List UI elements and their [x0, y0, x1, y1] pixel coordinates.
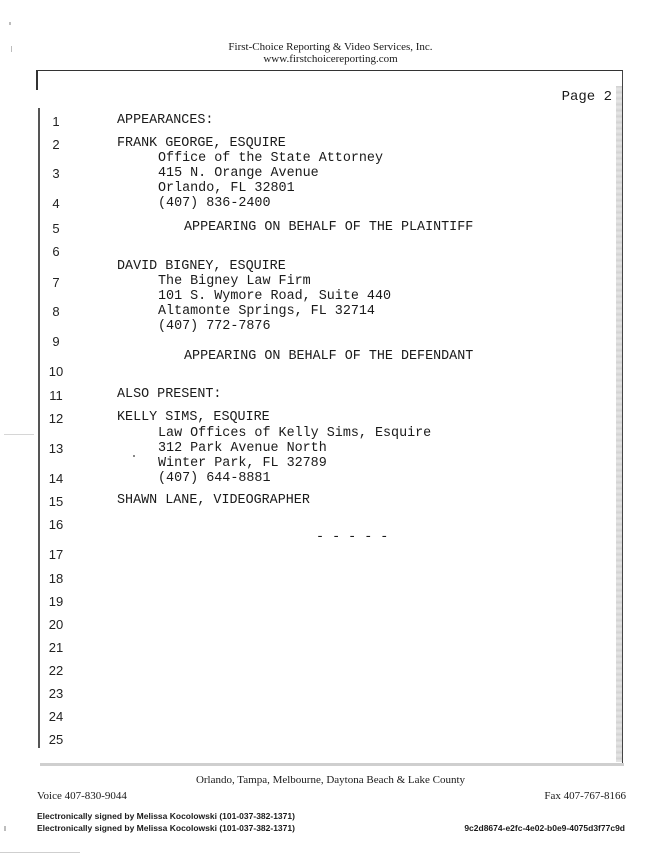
line-number: 23 [48, 686, 64, 701]
line-number: 18 [48, 571, 64, 586]
plaintiff-attorney-phone: (407) 836-2400 [158, 196, 271, 211]
footer-fax-number: Fax 407-767-8166 [544, 790, 626, 802]
line-number: 12 [48, 411, 64, 426]
electronic-signature-line: Electronically signed by Melissa Kocolowski (101-037-382-1371) [37, 823, 295, 833]
scan-artifact [0, 852, 80, 853]
scan-artifact [4, 826, 6, 831]
attendee-street: 312 Park Avenue North [158, 441, 327, 456]
line-number: 2 [52, 137, 60, 152]
reporter-website: www.firstchoicereporting.com [263, 53, 398, 65]
defendant-attorney-name: DAVID BIGNEY, ESQUIRE [117, 259, 286, 274]
attendee-office: Law Offices of Kelly Sims, Esquire [158, 426, 432, 441]
line-number: 13 [48, 441, 64, 456]
reporter-company-name: First-Choice Reporting & Video Services, Inc. [228, 41, 433, 53]
line-number: 14 [48, 471, 64, 486]
footer-locations: Orlando, Tampa, Melbourne, Daytona Beach & Lake County [195, 774, 466, 786]
defendant-attorney-street: 101 S. Wymore Road, Suite 440 [158, 289, 392, 304]
plaintiff-attorney-street: 415 N. Orange Avenue [158, 166, 319, 181]
frame-left-edge [36, 70, 38, 90]
defendant-attorney-phone: (407) 772-7876 [158, 319, 271, 334]
scan-edge-shadow-right [616, 86, 622, 762]
line-number: 9 [52, 334, 60, 349]
line-number: 3 [52, 166, 60, 181]
line-number: 22 [48, 663, 64, 678]
line-number: 1 [52, 114, 60, 129]
line-number: 4 [52, 196, 60, 211]
line-number: 16 [48, 517, 64, 532]
line-number: 15 [48, 494, 64, 509]
line-number: 17 [48, 547, 64, 562]
line-number: 8 [52, 304, 60, 319]
scan-edge-shadow-bottom [40, 763, 624, 766]
attendee-city: Winter Park, FL 32789 [158, 456, 327, 471]
line-number: 25 [48, 732, 64, 747]
footer-voice-phone: Voice 407-830-9044 [37, 790, 127, 802]
line-number: 19 [48, 594, 64, 609]
plaintiff-attorney-name: FRANK GEORGE, ESQUIRE [117, 136, 286, 151]
plaintiff-attorney-city: Orlando, FL 32801 [158, 181, 295, 196]
plaintiff-behalf-line: APPEARING ON BEHALF OF THE PLAINTIFF [184, 220, 474, 235]
line-number: 21 [48, 640, 64, 655]
line-number: 5 [52, 221, 60, 236]
scan-artifact [133, 455, 135, 457]
line-number-gutter-rule [38, 108, 40, 748]
line-number: 6 [52, 244, 60, 259]
scan-artifact [11, 46, 12, 52]
scan-artifact [4, 434, 34, 435]
defendant-attorney-city: Altamonte Springs, FL 32714 [158, 304, 375, 319]
appearances-heading: APPEARANCES: [117, 113, 214, 128]
document-hash: 9c2d8674-e2fc-4e02-b0e9-4075d3f77c9d [464, 823, 625, 833]
line-number: 11 [49, 388, 63, 403]
attendee-phone: (407) 644-8881 [158, 471, 271, 486]
line-number: 10 [48, 364, 64, 379]
plaintiff-attorney-office: Office of the State Attorney [158, 151, 383, 166]
line-number: 20 [48, 617, 64, 632]
also-present-heading: ALSO PRESENT: [117, 387, 222, 402]
line-number: 7 [52, 275, 60, 290]
page-number: Page 2 [561, 89, 612, 105]
defendant-behalf-line: APPEARING ON BEHALF OF THE DEFENDANT [184, 349, 474, 364]
line-number: 24 [48, 709, 64, 724]
scan-artifact [9, 22, 11, 25]
electronic-signature-line: Electronically signed by Melissa Kocolowski (101-037-382-1371) [37, 811, 295, 821]
defendant-attorney-office: The Bigney Law Firm [158, 274, 311, 289]
attendee-name: KELLY SIMS, ESQUIRE [117, 410, 270, 425]
videographer-line: SHAWN LANE, VIDEOGRAPHER [117, 493, 310, 508]
section-divider: - - - - - [316, 530, 389, 545]
